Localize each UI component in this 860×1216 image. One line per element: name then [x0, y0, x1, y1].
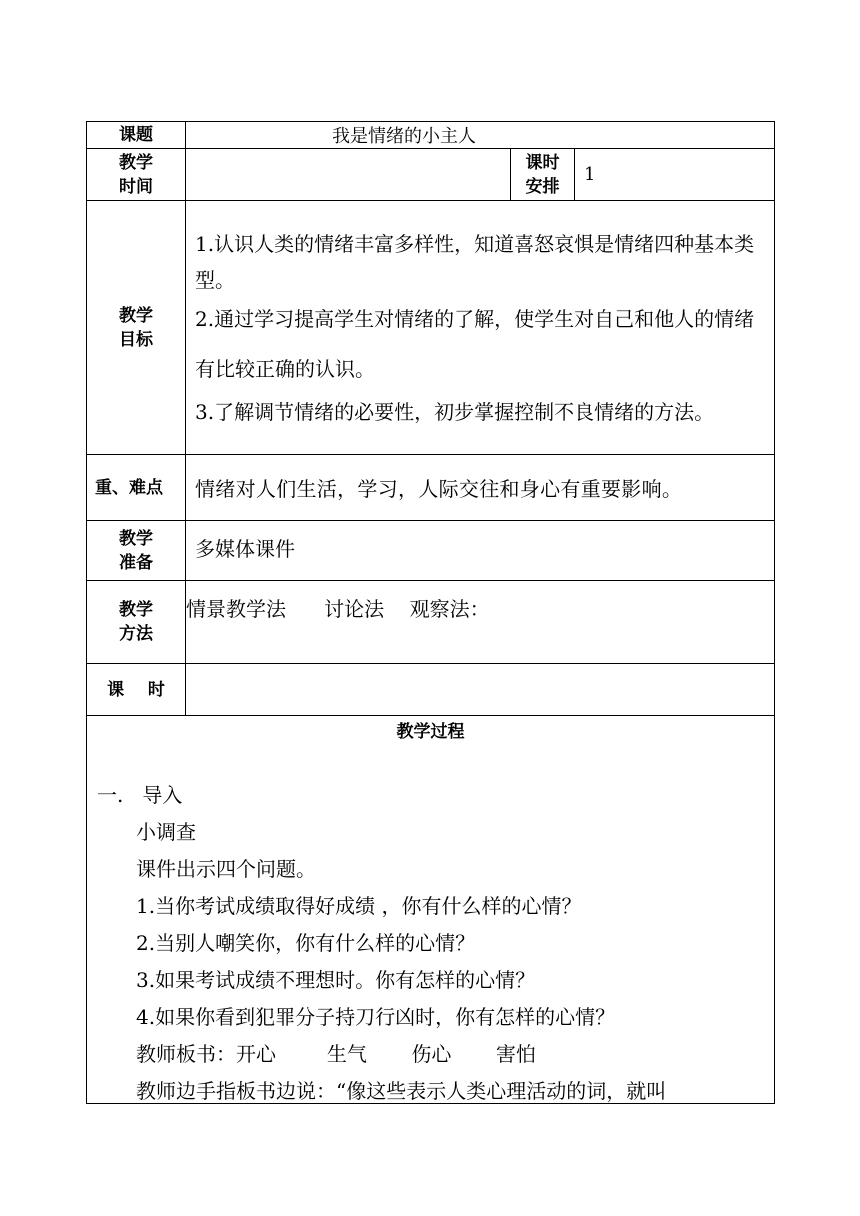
key-points-value: 情绪对人们生活，学习，人际交往和身心有重要影响。: [186, 455, 775, 521]
class-hours-label: 课 时: [87, 664, 186, 716]
row-key-points: [87, 455, 775, 521]
row-class-hours: [87, 664, 775, 716]
methods-label: 教学 方法: [87, 581, 186, 664]
row-preparation: [87, 521, 775, 581]
time-label: 教学 时间: [87, 149, 186, 201]
objective-item: 1.认识人类的情绪丰富多样性，知道喜怒哀惧是情绪四种基本类型。: [195, 231, 755, 292]
preparation-label: 教学 准备: [87, 521, 186, 581]
row-objectives: [87, 201, 775, 455]
process-line: 4.如果你看到犯罪分子持刀行凶时，你有怎样的心情？: [136, 1005, 616, 1029]
topic-value: 我是情绪的小主人: [332, 126, 476, 147]
objectives-label: 教学 目标: [87, 201, 186, 455]
objectives-list: [186, 201, 775, 455]
topic-value-cell: [186, 122, 775, 149]
row-methods: [87, 581, 775, 664]
objective-item: 3.了解调节情绪的必要性，初步掌握控制不良情绪的方法。: [195, 399, 715, 424]
process-line: 1.当你考试成绩取得好成绩 ，你有什么样的心情？: [136, 894, 582, 918]
process-line: 一. 导入: [97, 783, 183, 807]
process-line: 小调查: [136, 820, 196, 844]
methods-value: 情景教学法 讨论法 观察法：: [186, 581, 775, 664]
process-line: 2.当别人嘲笑你，你有什么样的心情？: [136, 931, 476, 955]
process-line: 教师边手指板书边说：“像这些表示人类心理活动的词，就叫: [136, 1079, 667, 1103]
row-topic: [87, 122, 775, 149]
process-line: 3.如果考试成绩不理想时。你有怎样的心情？: [136, 968, 536, 992]
row-time: [87, 149, 775, 201]
process-body: [87, 744, 774, 1103]
objective-item: 2.通过学习提高学生对情绪的了解，使学生对自己和他人的情绪有比较正确的认识。: [195, 306, 755, 381]
key-points-label: 重、难点: [87, 455, 186, 521]
time-value: [186, 149, 511, 201]
topic-label: 课题: [87, 122, 186, 149]
process-title: 教学过程: [396, 722, 465, 742]
process-cell: [87, 716, 775, 1104]
period-label: 课时 安排: [511, 149, 575, 201]
row-process: [87, 716, 775, 1104]
class-hours-value: [186, 664, 775, 716]
period-value: 1: [575, 149, 775, 201]
process-line: 教师板书：开心 生气 伤心 害怕: [136, 1042, 536, 1066]
process-line: 课件出示四个问题。: [136, 857, 316, 881]
lesson-plan-table: [86, 121, 775, 1104]
preparation-value: 多媒体课件: [186, 521, 775, 581]
